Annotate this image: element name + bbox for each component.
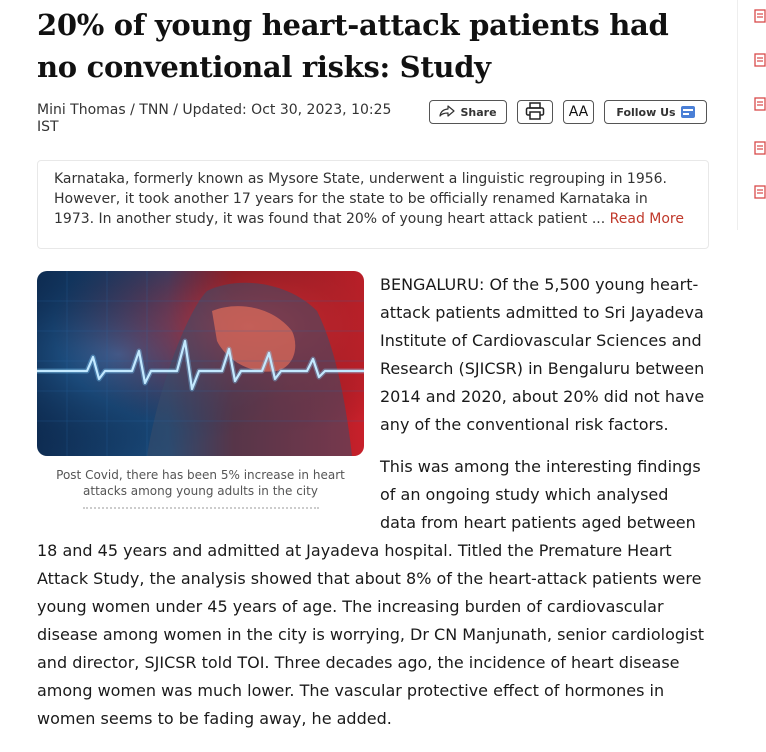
print-button[interactable] [517,100,553,124]
meta-row [37,100,709,146]
article-actions [429,100,707,124]
google-news-icon [681,106,695,118]
print-icon [525,102,545,123]
text-size-button[interactable]: AA [563,100,594,124]
share-icon [439,105,455,120]
article-summary [37,160,709,249]
summary-text: Karnataka, formerly known as Mysore State, underwent a linguistic regrouping in 1956. However, it took another 17 years for the state to be officially renamed Karnataka in 1973. In another study, it was found that 20% of young heart attack patient [54,171,667,227]
document-icon[interactable] [754,184,766,203]
follow-us-label: Follow Us [616,105,676,119]
article [37,0,709,733]
article-figure [37,271,364,509]
image-caption: Post Covid, there has been 5% increase in heart attacks among young adults in the city [56,468,345,498]
article-image[interactable] [37,271,364,456]
summary-ellipsis: ... [587,211,610,227]
share-button[interactable] [429,100,507,124]
byline: Mini Thomas / TNN / Updated: Oct 30, 2023, 10:25 IST [37,102,392,135]
document-icon[interactable] [754,52,766,71]
document-icon[interactable] [754,140,766,159]
article-body [37,271,709,733]
share-label: Share [460,105,497,119]
body-paragraph: BENGALURU: Of the 5,500 young heart-attack patients admitted to Sri Jayadeva Institute of Cardiovascular Sciences and Research (SJICSR) in Bengaluru between 2014 and 2020, about 20% did not have any of the conventional risk factors. [380,275,705,434]
document-icon[interactable] [754,96,766,115]
body-paragraph: This was among the interesting findings of an ongoing study which analysed data from heart patients aged between 18 and 45 years and admitted at Jayadeva hospital. Titled the Premature Heart Attack Study, the analysis showed that about 8% of the heart-attack patients were young women under 45 years of age. The increasing burden of cardiovascular disease among women in the city is worrying, Dr CN Manjunath, senior cardiologist and director, SJICSR told TOI. Three decades ago, the incidence of heart disease among women was much lower. The vascular protective effect of hormones in women seems to be fading away, he added. [37,457,705,728]
caption-divider [83,507,319,509]
document-icon[interactable] [754,8,766,27]
right-sidebar-strip [737,0,766,230]
headline: 20% of young heart-attack patients had no conventional risks: Study [37,8,669,84]
read-more-link[interactable]: Read More [609,211,684,227]
follow-us-button[interactable] [604,100,707,124]
